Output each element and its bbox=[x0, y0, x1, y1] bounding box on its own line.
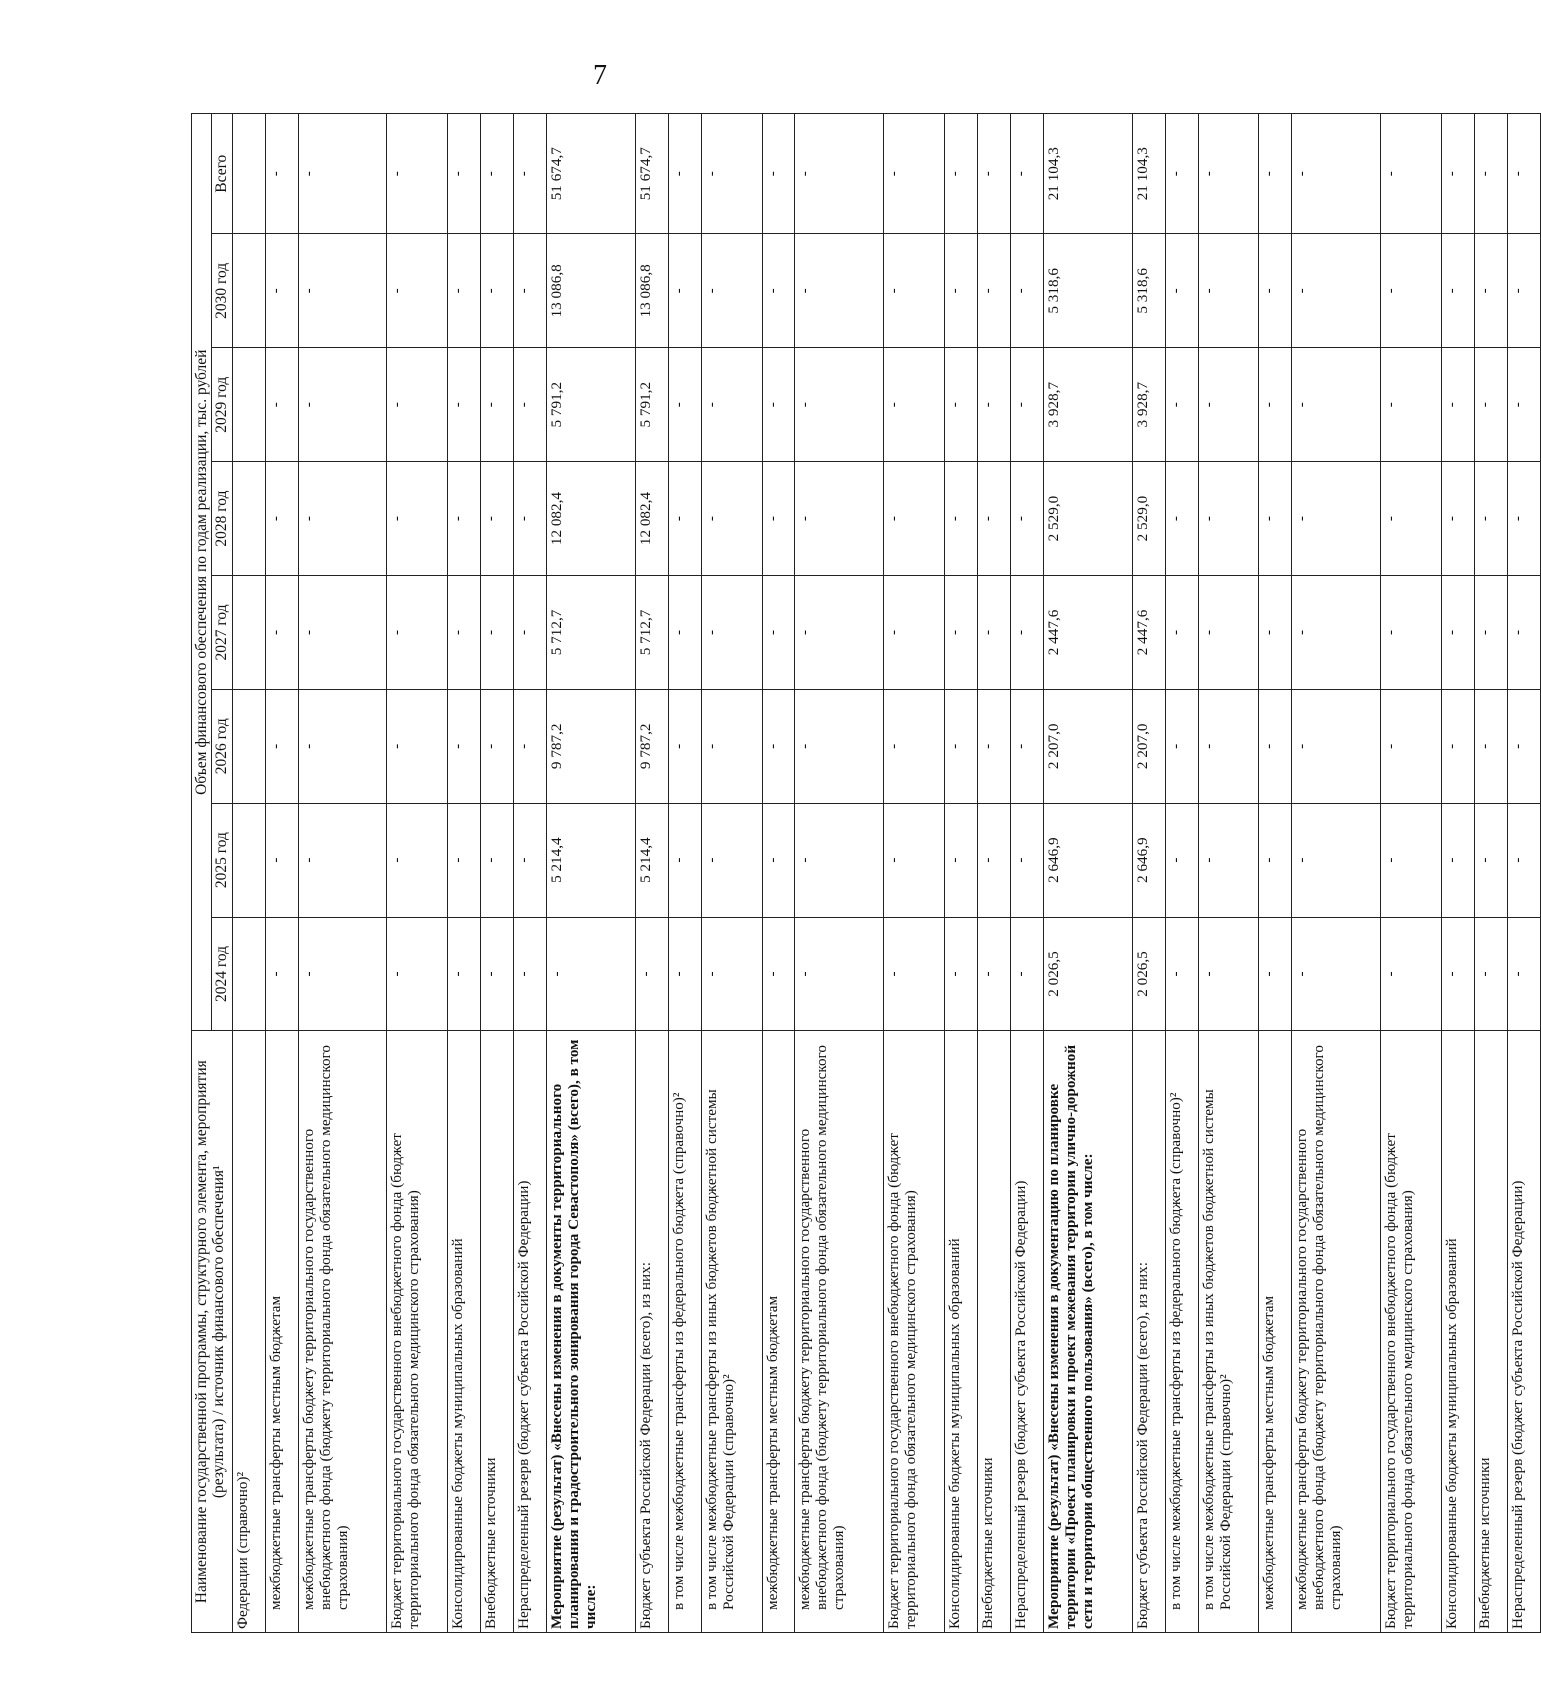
value-cell: - bbox=[884, 462, 945, 576]
row-label: Нераспределенный резерв (бюджет субъекта Российской Федерации) bbox=[514, 1031, 547, 1633]
table-row bbox=[232, 114, 265, 1633]
value-cell: 12 082,4 bbox=[546, 462, 635, 576]
value-cell: - bbox=[762, 234, 795, 348]
value-cell: - bbox=[668, 803, 701, 917]
value-cell: - bbox=[448, 575, 481, 689]
value-cell: 13 086,8 bbox=[635, 234, 668, 348]
value-cell: 12 082,4 bbox=[635, 462, 668, 576]
value-cell: - bbox=[795, 689, 884, 803]
value-cell: - bbox=[1507, 917, 1540, 1031]
value-cell: - bbox=[1292, 234, 1381, 348]
value-cell: - bbox=[1442, 234, 1475, 348]
value-cell: - bbox=[387, 348, 448, 462]
value-cell: 21 104,3 bbox=[1132, 114, 1165, 234]
value-cell: - bbox=[978, 234, 1011, 348]
table-row bbox=[1043, 114, 1132, 1633]
table-row bbox=[1292, 114, 1381, 1633]
value-cell: 2 447,6 bbox=[1132, 575, 1165, 689]
value-cell: - bbox=[701, 803, 762, 917]
row-label: Федерации (справочно)² bbox=[232, 1031, 265, 1633]
value-cell: - bbox=[1474, 803, 1507, 917]
value-cell: - bbox=[1292, 348, 1381, 462]
value-cell: - bbox=[1442, 803, 1475, 917]
value-cell: - bbox=[298, 114, 387, 234]
value-cell: 5 318,6 bbox=[1132, 234, 1165, 348]
value-cell: - bbox=[481, 803, 514, 917]
value-cell: 21 104,3 bbox=[1043, 114, 1132, 234]
value-cell: - bbox=[387, 234, 448, 348]
value-cell: - bbox=[481, 462, 514, 576]
value-cell: - bbox=[1259, 114, 1292, 234]
value-cell: 3 928,7 bbox=[1043, 348, 1132, 462]
value-cell: - bbox=[945, 114, 978, 234]
value-cell bbox=[232, 689, 265, 803]
value-cell: - bbox=[387, 114, 448, 234]
value-cell: - bbox=[514, 114, 547, 234]
value-cell: - bbox=[514, 689, 547, 803]
value-cell: 5 214,4 bbox=[635, 803, 668, 917]
value-cell: - bbox=[1507, 575, 1540, 689]
value-cell: 2 207,0 bbox=[1043, 689, 1132, 803]
row-label: в том числе межбюджетные трансферты из федерального бюджета (справочно)² bbox=[668, 1031, 701, 1633]
value-cell: - bbox=[514, 803, 547, 917]
value-cell: - bbox=[795, 348, 884, 462]
value-cell: - bbox=[448, 689, 481, 803]
value-cell: - bbox=[1381, 234, 1442, 348]
value-cell: - bbox=[1442, 348, 1475, 462]
value-cell: - bbox=[701, 917, 762, 1031]
value-cell: - bbox=[448, 803, 481, 917]
value-cell: - bbox=[1010, 462, 1043, 576]
value-cell: - bbox=[701, 114, 762, 234]
value-cell: - bbox=[1381, 803, 1442, 917]
value-cell: - bbox=[1010, 348, 1043, 462]
value-cell: - bbox=[265, 689, 298, 803]
value-cell: 3 928,7 bbox=[1132, 348, 1165, 462]
value-cell: - bbox=[1010, 917, 1043, 1031]
value-cell: - bbox=[1381, 348, 1442, 462]
value-cell: - bbox=[1259, 917, 1292, 1031]
table-row bbox=[1381, 114, 1442, 1633]
row-label: Бюджет территориального государственного внебюджетного фонда (бюджет территориального фонда обязательного медицинского страхования) bbox=[1381, 1031, 1442, 1633]
value-cell: - bbox=[1292, 575, 1381, 689]
table-row bbox=[701, 114, 762, 1633]
value-cell: - bbox=[1259, 803, 1292, 917]
table-row bbox=[1132, 114, 1165, 1633]
value-cell: - bbox=[1165, 575, 1198, 689]
value-cell: - bbox=[481, 234, 514, 348]
value-cell: - bbox=[1381, 462, 1442, 576]
value-cell: - bbox=[668, 114, 701, 234]
value-cell: - bbox=[298, 575, 387, 689]
value-cell: - bbox=[481, 689, 514, 803]
value-cell: - bbox=[448, 462, 481, 576]
table-row bbox=[945, 114, 978, 1633]
value-cell: - bbox=[514, 234, 547, 348]
year-header: 2025 год bbox=[212, 803, 232, 917]
value-cell: - bbox=[387, 917, 448, 1031]
value-cell: - bbox=[448, 348, 481, 462]
value-cell: - bbox=[978, 689, 1011, 803]
table-row bbox=[1165, 114, 1198, 1633]
value-cell: - bbox=[265, 462, 298, 576]
value-cell: - bbox=[668, 348, 701, 462]
value-cell: - bbox=[1381, 917, 1442, 1031]
value-cell: - bbox=[1259, 575, 1292, 689]
value-cell: - bbox=[1474, 234, 1507, 348]
value-cell: - bbox=[1507, 114, 1540, 234]
value-cell: - bbox=[1507, 348, 1540, 462]
value-cell: - bbox=[387, 575, 448, 689]
value-cell: - bbox=[701, 689, 762, 803]
value-cell: - bbox=[795, 114, 884, 234]
value-cell: 2 447,6 bbox=[1043, 575, 1132, 689]
table-row bbox=[1259, 114, 1292, 1633]
value-cell: 51 674,7 bbox=[635, 114, 668, 234]
value-cell: - bbox=[1474, 348, 1507, 462]
value-cell: - bbox=[1198, 689, 1259, 803]
value-cell: - bbox=[795, 575, 884, 689]
value-cell: - bbox=[298, 462, 387, 576]
value-cell bbox=[232, 348, 265, 462]
value-cell: - bbox=[795, 803, 884, 917]
value-cell bbox=[232, 917, 265, 1031]
value-cell: - bbox=[265, 803, 298, 917]
row-label: межбюджетные трансферты бюджету территориального государственного внебюджетного фонда (бюджету территориального фонда обязательного медицинского страхования) bbox=[298, 1031, 387, 1633]
value-cell: - bbox=[1165, 689, 1198, 803]
table-row bbox=[546, 114, 635, 1633]
value-cell: - bbox=[1198, 234, 1259, 348]
value-cell: - bbox=[762, 114, 795, 234]
value-cell: - bbox=[1010, 114, 1043, 234]
value-cell: - bbox=[1474, 462, 1507, 576]
value-cell: - bbox=[1259, 462, 1292, 576]
table-row bbox=[514, 114, 547, 1633]
table-row bbox=[762, 114, 795, 1633]
row-label: в том числе межбюджетные трансферты из иных бюджетов бюджетной системы Российской Федерации (справочно)² bbox=[1198, 1031, 1259, 1633]
value-cell: - bbox=[701, 462, 762, 576]
row-label: Внебюджетные источники bbox=[481, 1031, 514, 1633]
table-row bbox=[481, 114, 514, 1633]
value-cell: - bbox=[884, 575, 945, 689]
year-header: 2030 год bbox=[212, 234, 232, 348]
value-cell: - bbox=[1259, 689, 1292, 803]
value-cell: 2 646,9 bbox=[1132, 803, 1165, 917]
value-cell: 13 086,8 bbox=[546, 234, 635, 348]
value-cell: - bbox=[978, 803, 1011, 917]
table-row bbox=[884, 114, 945, 1633]
value-cell: - bbox=[1198, 348, 1259, 462]
value-cell: 5 318,6 bbox=[1043, 234, 1132, 348]
value-cell: - bbox=[1442, 462, 1475, 576]
value-cell: - bbox=[1165, 348, 1198, 462]
value-cell: - bbox=[1507, 803, 1540, 917]
row-label: Мероприятие (результат) «Внесены изменения в документы территориального планирования и градостроительного зонирования города Севастополя» (всего), в том числе: bbox=[546, 1031, 635, 1633]
year-header: 2024 год bbox=[212, 917, 232, 1031]
value-cell: - bbox=[884, 348, 945, 462]
page-number: 7 bbox=[593, 60, 607, 91]
year-header: 2026 год bbox=[212, 689, 232, 803]
value-cell: - bbox=[1381, 689, 1442, 803]
value-cell: - bbox=[795, 462, 884, 576]
value-cell: - bbox=[884, 114, 945, 234]
row-label: Консолидированные бюджеты муниципальных образований bbox=[448, 1031, 481, 1633]
value-cell bbox=[232, 575, 265, 689]
value-cell: - bbox=[1442, 114, 1475, 234]
row-label: межбюджетные трансферты бюджету территориального государственного внебюджетного фонда (бюджету территориального фонда обязательного медицинского страхования) bbox=[795, 1031, 884, 1633]
value-cell: - bbox=[978, 462, 1011, 576]
value-cell: - bbox=[668, 575, 701, 689]
value-cell: 2 529,0 bbox=[1043, 462, 1132, 576]
table-row bbox=[298, 114, 387, 1633]
row-label: Бюджет субъекта Российской Федерации (всего), из них: bbox=[635, 1031, 668, 1633]
value-cell: - bbox=[795, 234, 884, 348]
value-cell: - bbox=[1442, 917, 1475, 1031]
row-label: межбюджетные трансферты местным бюджетам bbox=[762, 1031, 795, 1633]
header-row-1 bbox=[192, 114, 212, 1633]
value-cell: - bbox=[945, 575, 978, 689]
value-cell: - bbox=[945, 348, 978, 462]
value-cell: - bbox=[701, 575, 762, 689]
table-row bbox=[1474, 114, 1507, 1633]
value-cell: 5 791,2 bbox=[546, 348, 635, 462]
value-cell: - bbox=[945, 917, 978, 1031]
table-row bbox=[387, 114, 448, 1633]
value-cell: - bbox=[298, 803, 387, 917]
value-cell: - bbox=[668, 234, 701, 348]
value-cell: - bbox=[1010, 234, 1043, 348]
value-cell: - bbox=[265, 114, 298, 234]
value-cell: - bbox=[298, 917, 387, 1031]
value-cell: - bbox=[514, 917, 547, 1031]
value-cell: 5 712,7 bbox=[546, 575, 635, 689]
row-label: в том числе межбюджетные трансферты из федерального бюджета (справочно)² bbox=[1165, 1031, 1198, 1633]
value-cell: - bbox=[1259, 234, 1292, 348]
value-cell: - bbox=[762, 689, 795, 803]
value-cell: - bbox=[1507, 689, 1540, 803]
value-cell: - bbox=[945, 234, 978, 348]
value-cell: - bbox=[1198, 917, 1259, 1031]
value-cell: 51 674,7 bbox=[546, 114, 635, 234]
value-cell: - bbox=[1198, 462, 1259, 576]
value-cell: - bbox=[884, 234, 945, 348]
value-cell: - bbox=[762, 803, 795, 917]
value-cell: - bbox=[1474, 575, 1507, 689]
row-label: Нераспределенный резерв (бюджет субъекта Российской Федерации) bbox=[1507, 1031, 1540, 1633]
row-label: Бюджет территориального государственного внебюджетного фонда (бюджет территориального фонда обязательного медицинского страхования) bbox=[387, 1031, 448, 1633]
table-row bbox=[1507, 114, 1540, 1633]
value-cell: - bbox=[945, 689, 978, 803]
year-header: Всего bbox=[212, 114, 232, 234]
value-cell: - bbox=[387, 689, 448, 803]
name-column-header: Наименование государственной программы, структурного элемента, мероприятия (результата) / источник финансового обеспечения¹ bbox=[192, 1031, 233, 1633]
value-cell: - bbox=[481, 114, 514, 234]
value-cell: - bbox=[1474, 689, 1507, 803]
value-cell: - bbox=[884, 803, 945, 917]
value-cell: - bbox=[1010, 575, 1043, 689]
value-cell: - bbox=[1292, 114, 1381, 234]
table-row bbox=[1198, 114, 1259, 1633]
value-cell: - bbox=[265, 917, 298, 1031]
value-cell: - bbox=[701, 234, 762, 348]
value-cell: 2 026,5 bbox=[1043, 917, 1132, 1031]
row-label: Мероприятие (результат) «Внесены изменения в документацию по планировке территории «Проект планировки и проект межевания территории улично-дорожной сети и территории общественного пользования» (всего), в том числе: bbox=[1043, 1031, 1132, 1633]
row-label: межбюджетные трансферты бюджету территориального государственного внебюджетного фонда (бюджету территориального фонда обязательного медицинского страхования) bbox=[1292, 1031, 1381, 1633]
value-cell: - bbox=[945, 462, 978, 576]
value-cell: - bbox=[701, 348, 762, 462]
value-cell: - bbox=[298, 348, 387, 462]
year-header: 2029 год bbox=[212, 348, 232, 462]
value-cell: - bbox=[1292, 803, 1381, 917]
value-cell: 9 787,2 bbox=[546, 689, 635, 803]
value-cell bbox=[232, 114, 265, 234]
rotated-table-container bbox=[191, 113, 1541, 1633]
volume-column-header: Объем финансового обеспечения по годам реализации, тыс. рублей bbox=[192, 114, 212, 1031]
value-cell: - bbox=[387, 462, 448, 576]
year-header: 2027 год bbox=[212, 575, 232, 689]
value-cell: - bbox=[1442, 689, 1475, 803]
table-row bbox=[978, 114, 1011, 1633]
row-label: Внебюджетные источники bbox=[978, 1031, 1011, 1633]
value-cell: - bbox=[762, 575, 795, 689]
value-cell: - bbox=[978, 917, 1011, 1031]
value-cell: - bbox=[1165, 917, 1198, 1031]
value-cell: - bbox=[1165, 803, 1198, 917]
table-row bbox=[795, 114, 884, 1633]
value-cell: - bbox=[668, 917, 701, 1031]
value-cell: - bbox=[514, 348, 547, 462]
table-body bbox=[232, 114, 1540, 1633]
value-cell: - bbox=[668, 462, 701, 576]
value-cell: - bbox=[1292, 917, 1381, 1031]
value-cell: 2 207,0 bbox=[1132, 689, 1165, 803]
value-cell: - bbox=[1474, 917, 1507, 1031]
value-cell: - bbox=[1292, 689, 1381, 803]
value-cell: - bbox=[265, 575, 298, 689]
value-cell: - bbox=[1010, 689, 1043, 803]
table-row bbox=[448, 114, 481, 1633]
table-row bbox=[668, 114, 701, 1633]
value-cell: - bbox=[1507, 234, 1540, 348]
value-cell: - bbox=[514, 462, 547, 576]
value-cell: - bbox=[978, 348, 1011, 462]
row-label: межбюджетные трансферты местным бюджетам bbox=[265, 1031, 298, 1633]
value-cell: - bbox=[448, 917, 481, 1031]
value-cell: - bbox=[978, 114, 1011, 234]
value-cell: 2 529,0 bbox=[1132, 462, 1165, 576]
value-cell: - bbox=[1381, 114, 1442, 234]
value-cell: - bbox=[762, 348, 795, 462]
value-cell: - bbox=[387, 803, 448, 917]
value-cell: - bbox=[635, 917, 668, 1031]
value-cell: 2 026,5 bbox=[1132, 917, 1165, 1031]
row-label: Нераспределенный резерв (бюджет субъекта Российской Федерации) bbox=[1010, 1031, 1043, 1633]
value-cell: - bbox=[1442, 575, 1475, 689]
value-cell: - bbox=[514, 575, 547, 689]
value-cell: - bbox=[1165, 462, 1198, 576]
value-cell: - bbox=[795, 917, 884, 1031]
row-label: межбюджетные трансферты местным бюджетам bbox=[1259, 1031, 1292, 1633]
value-cell: - bbox=[481, 917, 514, 1031]
value-cell: - bbox=[762, 917, 795, 1031]
value-cell: - bbox=[265, 348, 298, 462]
value-cell: - bbox=[1165, 114, 1198, 234]
value-cell: - bbox=[1198, 575, 1259, 689]
table-row bbox=[635, 114, 668, 1633]
value-cell: - bbox=[978, 575, 1011, 689]
value-cell: - bbox=[481, 575, 514, 689]
row-label: Бюджет субъекта Российской Федерации (всего), из них: bbox=[1132, 1031, 1165, 1633]
value-cell: - bbox=[448, 234, 481, 348]
value-cell bbox=[232, 234, 265, 348]
value-cell: - bbox=[1381, 575, 1442, 689]
value-cell: - bbox=[1010, 803, 1043, 917]
row-label: Внебюджетные источники bbox=[1474, 1031, 1507, 1633]
value-cell: 5 791,2 bbox=[635, 348, 668, 462]
value-cell: - bbox=[1259, 348, 1292, 462]
value-cell: - bbox=[1292, 462, 1381, 576]
financing-table bbox=[191, 113, 1541, 1633]
value-cell: - bbox=[1165, 234, 1198, 348]
table-row bbox=[1010, 114, 1043, 1633]
value-cell: - bbox=[298, 689, 387, 803]
value-cell: - bbox=[265, 234, 298, 348]
table-row bbox=[265, 114, 298, 1633]
value-cell: - bbox=[884, 917, 945, 1031]
value-cell: - bbox=[1198, 114, 1259, 234]
value-cell: - bbox=[448, 114, 481, 234]
value-cell: - bbox=[762, 462, 795, 576]
value-cell: - bbox=[1474, 114, 1507, 234]
row-label: в том числе межбюджетные трансферты из иных бюджетов бюджетной системы Российской Федерации (справочно)² bbox=[701, 1031, 762, 1633]
value-cell: 5 214,4 bbox=[546, 803, 635, 917]
value-cell: - bbox=[1507, 462, 1540, 576]
value-cell: - bbox=[668, 689, 701, 803]
value-cell: - bbox=[298, 234, 387, 348]
value-cell: 2 646,9 bbox=[1043, 803, 1132, 917]
value-cell: - bbox=[1198, 803, 1259, 917]
value-cell: - bbox=[884, 689, 945, 803]
value-cell: 9 787,2 bbox=[635, 689, 668, 803]
row-label: Консолидированные бюджеты муниципальных образований bbox=[945, 1031, 978, 1633]
value-cell: - bbox=[945, 803, 978, 917]
value-cell: - bbox=[481, 348, 514, 462]
value-cell bbox=[232, 462, 265, 576]
table-row bbox=[1442, 114, 1475, 1633]
row-label: Консолидированные бюджеты муниципальных образований bbox=[1442, 1031, 1475, 1633]
year-header: 2028 год bbox=[212, 462, 232, 576]
row-label: Бюджет территориального государственного внебюджетного фонда (бюджет территориального фонда обязательного медицинского страхования) bbox=[884, 1031, 945, 1633]
value-cell: 5 712,7 bbox=[635, 575, 668, 689]
value-cell: - bbox=[546, 917, 635, 1031]
value-cell bbox=[232, 803, 265, 917]
